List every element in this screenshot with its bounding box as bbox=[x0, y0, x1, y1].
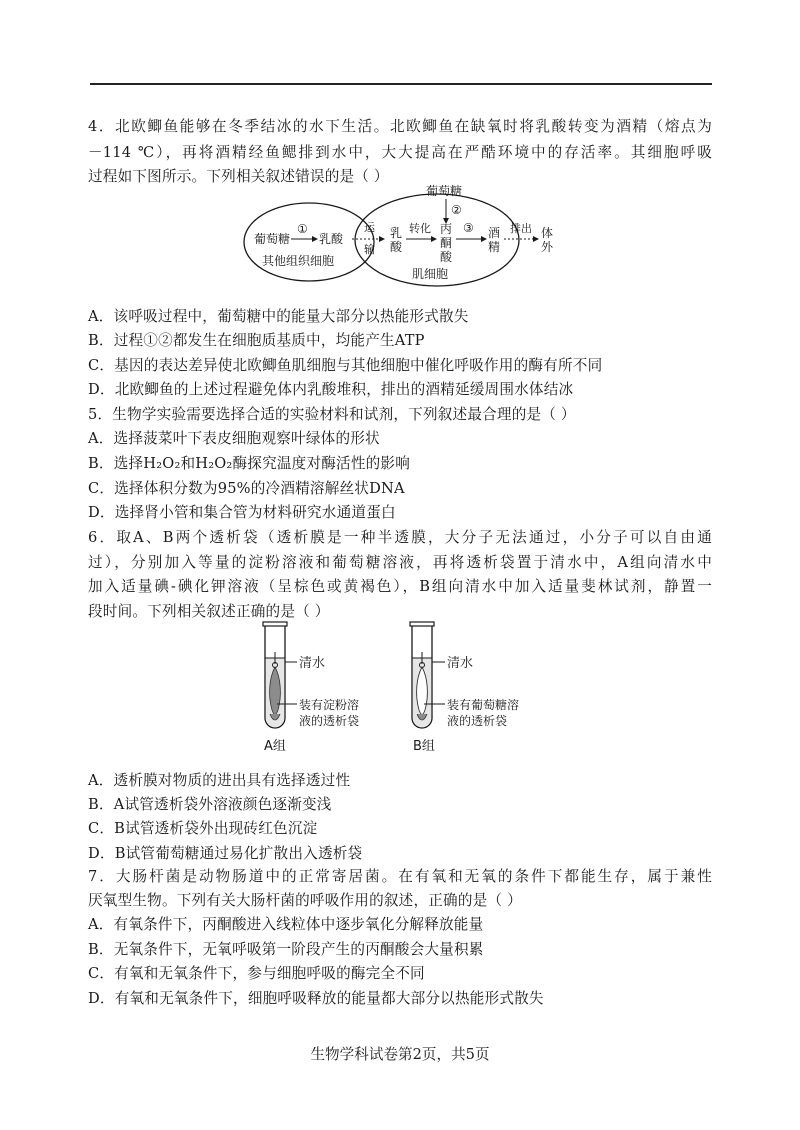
page-footer: 生物学科试卷第2页，共5页 bbox=[310, 1046, 490, 1063]
pyruvate-3: 酸 bbox=[440, 250, 453, 264]
q5-stem: 5．生物学实验需要选择合适的实验材料和试剂，下列叙述最合理的是（ ） bbox=[88, 406, 576, 423]
q6-stem-line-3: 加入适量碘-碘化钾溶液（呈棕色或黄褐色），B组向清水中加入适量斐林试剂，静置一 bbox=[88, 578, 712, 595]
q6-stem-line-1: 6．取A、B两个透析袋（透析膜是一种半透膜，大分子无法通过，小分子可以自由通 bbox=[88, 529, 712, 546]
q6-stem-line-4: 段时间。下列相关叙述正确的是（ ） bbox=[88, 603, 330, 620]
step3-label: ③ bbox=[463, 221, 474, 235]
lactic-left: 乳酸 bbox=[319, 232, 344, 246]
test-tube-a bbox=[263, 622, 287, 728]
alcohol-2: 精 bbox=[488, 240, 501, 254]
bag-label-a-1: 装有淀粉溶 bbox=[299, 698, 360, 712]
group-b-label: B组 bbox=[413, 739, 435, 754]
q7-option-b: B．无氧条件下，无氧呼吸第一阶段产生的丙酮酸会大量积累 bbox=[88, 941, 484, 958]
q4-stem-line-1: 4．北欧鲫鱼能够在冬季结冰的水下生活。北欧鲫鱼在缺氧时将乳酸转变为酒精（熔点为 bbox=[88, 118, 712, 135]
bag-label-b-1: 装有葡萄糖溶 bbox=[447, 698, 520, 712]
pyruvate-2: 酮 bbox=[440, 236, 453, 250]
water-label-b: 清水 bbox=[447, 656, 474, 671]
q4-option-d: D．北欧鲫鱼的上述过程避免体内乳酸堆积，排出的酒精延缓周围水体结冰 bbox=[88, 381, 574, 398]
q6-option-b: B．A试管透析袋外溶液颜色逐渐变浅 bbox=[88, 796, 332, 813]
q7-stem-line-1: 7．大肠杆菌是动物肠道中的正常寄居菌。在有氧和无氧的条件下都能生存，属于兼性 bbox=[88, 868, 712, 885]
q5-option-b: B．选择H₂O₂和H₂O₂酶探究温度对酶活性的影响 bbox=[88, 455, 411, 472]
q4-option-b: B．过程①②都发生在细胞质基质中，均能产生ATP bbox=[88, 332, 425, 349]
q4-option-a: A．该呼吸过程中，葡萄糖中的能量大部分以热能形式散失 bbox=[88, 308, 469, 325]
q6-stem-line-2: 过），分别加入等量的淀粉溶液和葡萄糖溶液，再将透析袋置于清水中，A组向清水中 bbox=[88, 554, 712, 571]
q4-stem-line-3: 过程如下图所示。下列相关叙述错误的是（ ） bbox=[88, 168, 389, 185]
q6-option-c: C．B试管透析袋外出现砖红色沉淀 bbox=[88, 820, 318, 837]
pyruvate-1: 丙 bbox=[440, 222, 453, 236]
group-a-label: A组 bbox=[264, 739, 286, 754]
q5-option-c: C．选择体积分数为95%的冷酒精溶解丝状DNA bbox=[88, 480, 405, 497]
step2-label: ② bbox=[451, 203, 462, 217]
alcohol-1: 酒 bbox=[488, 226, 501, 240]
muscle-cell-label: 肌细胞 bbox=[412, 267, 449, 281]
q7-option-c: C．有氧和无氧条件下，参与细胞呼吸的酶完全不同 bbox=[88, 965, 425, 982]
test-tube-b bbox=[410, 622, 434, 728]
glucose-left: 葡萄糖 bbox=[254, 232, 291, 246]
q5-option-d: D．选择肾小管和集合管为材料研究水通道蛋白 bbox=[88, 504, 396, 521]
q6-option-d: D．B试管葡萄糖通过易化扩散出入透析袋 bbox=[88, 845, 363, 862]
q7-option-a: A．有氧条件下，丙酮酸进入线粒体中逐步氧化分解释放能量 bbox=[88, 916, 484, 933]
lactic-muscle-1: 乳 bbox=[390, 226, 403, 240]
q7-stem-line-2: 厌氧型生物。下列有关大肠杆菌的呼吸作用的叙述，正确的是（ ） bbox=[88, 892, 522, 909]
q4-option-c: C．基因的表达差异使北欧鲫鱼肌细胞与其他细胞中催化呼吸作用的酶有所不同 bbox=[88, 357, 603, 374]
transport-1: 运 bbox=[364, 221, 375, 234]
q4-stem-line-2: －114 ℃），再将酒精经鱼鳃排到水中，大大提高在严酷环境中的存活率。其细胞呼吸 bbox=[88, 144, 712, 161]
respiration-diagram bbox=[240, 182, 570, 292]
q7-option-d: D．有氧和无氧条件下，细胞呼吸释放的能量都大部分以热能形式散失 bbox=[88, 990, 544, 1007]
step1-label: ① bbox=[297, 222, 308, 236]
bag-label-a-2: 液的透析袋 bbox=[299, 714, 360, 728]
glucose-top: 葡萄糖 bbox=[426, 184, 463, 198]
q5-option-a: A．选择菠菜叶下表皮细胞观察叶绿体的形状 bbox=[88, 430, 380, 447]
excrete-label: 排出 bbox=[510, 222, 532, 235]
outside-2: 外 bbox=[541, 240, 554, 254]
lactic-muscle-2: 酸 bbox=[390, 240, 403, 254]
outside-1: 体 bbox=[541, 226, 554, 240]
water-label-a: 清水 bbox=[299, 656, 326, 671]
other-cells-label: 其他组织细胞 bbox=[262, 254, 335, 268]
convert-label: 转化 bbox=[409, 222, 431, 235]
transport-2: 输 bbox=[364, 243, 375, 256]
bag-label-b-2: 液的透析袋 bbox=[447, 714, 508, 728]
header-rule bbox=[90, 83, 712, 85]
dialysis-figure bbox=[255, 618, 555, 760]
q6-option-a: A．透析膜对物质的进出具有选择透过性 bbox=[88, 772, 351, 789]
